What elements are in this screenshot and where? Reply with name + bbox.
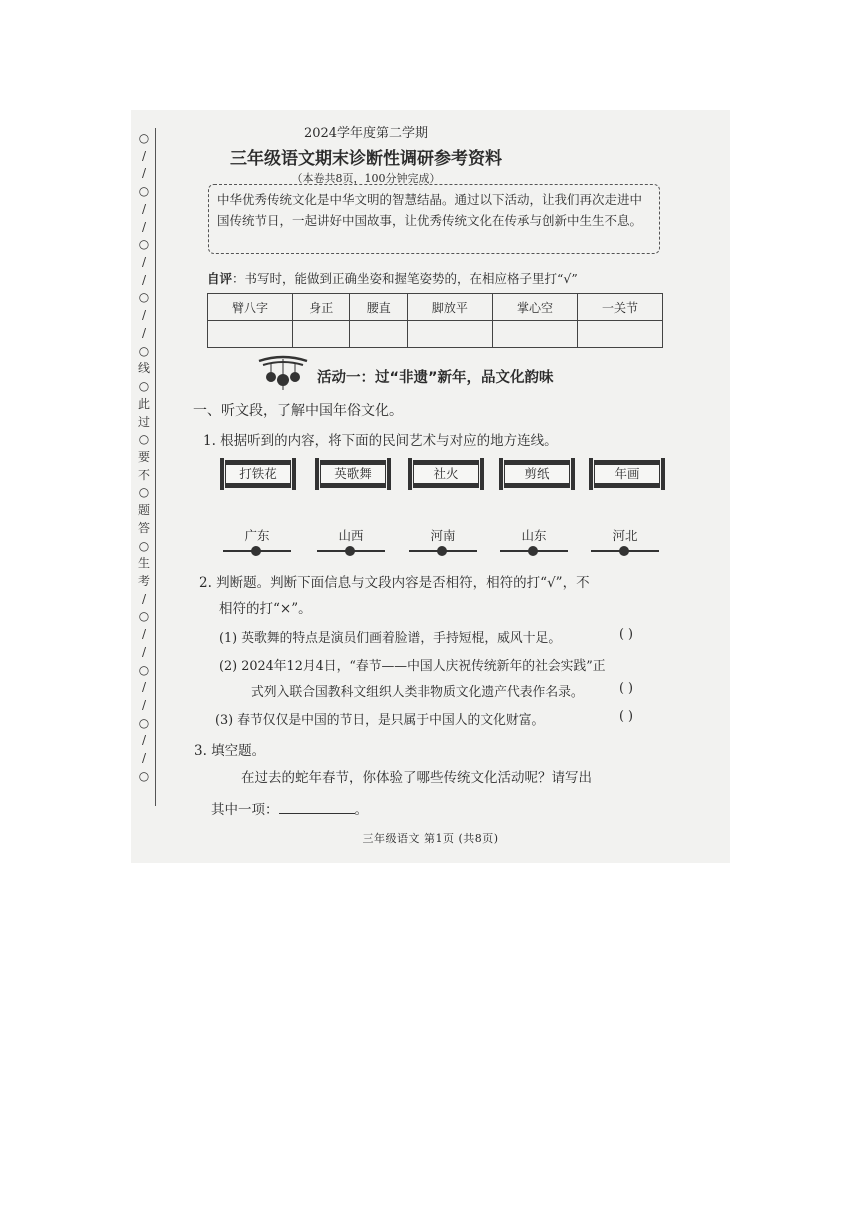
judge-item-1: (1) 英歌舞的特点是演员们画着脸谱，手持短棍，威风十足。 (219, 631, 562, 646)
eval-header: 臂八字 (208, 294, 293, 321)
binding-strip-char: / (141, 698, 147, 712)
binding-strip-char: / (141, 627, 147, 642)
activity-title: 活动一：过“非遗”新年，品文化韵味 (317, 370, 554, 386)
art-scroll[interactable]: 社火 (413, 460, 479, 488)
place-name: 广东 (244, 528, 270, 543)
self-eval-text: ：书写时，能做到正确坐姿和握笔姿势的，在相应格子里打“√” (232, 271, 578, 286)
page-title: 三年级语文期末诊断性调研参考资料 (230, 149, 502, 169)
art-scroll[interactable]: 剪纸 (504, 460, 570, 488)
binding-strip-char: / (141, 591, 147, 606)
place-label[interactable] (498, 526, 570, 556)
binding-strip-char: / (141, 148, 147, 163)
answer-paren[interactable]: ( ) (619, 709, 634, 724)
binding-strip-char: 生 (137, 556, 150, 571)
art-scroll[interactable]: 打铁花 (225, 460, 291, 488)
place-name: 河南 (430, 528, 456, 543)
judge-item-2: (2) 2024年12月4日，“春节——中国人庆祝传统新年的社会实践”正 (219, 659, 606, 674)
eval-cell[interactable] (208, 321, 293, 348)
binding-strip-char: ○ (138, 662, 150, 677)
lantern-icon (257, 353, 309, 391)
binding-strip-char: / (141, 680, 147, 695)
question-3: 3. 填空题。 (194, 743, 266, 759)
art-scroll[interactable]: 年画 (594, 460, 660, 488)
section-heading: 一、听文段，了解中国年俗文化。 (193, 403, 403, 419)
binding-strip-char: / (141, 644, 147, 659)
binding-strip-char: ○ (138, 768, 150, 783)
binding-strip-char: 不 (137, 467, 150, 482)
place-ornament (221, 546, 293, 556)
binding-strip-char: ○ (138, 715, 150, 730)
question-1: 1. 根据听到的内容，将下面的民间艺术与对应的地方连线。 (203, 433, 558, 449)
self-eval-line (207, 269, 578, 287)
binding-strip-char: 考 (137, 573, 150, 588)
binding-strip-char: / (141, 272, 147, 287)
place-label[interactable] (407, 526, 479, 556)
binding-strip-char: ○ (138, 184, 150, 199)
binding-strip-char: ○ (138, 343, 150, 358)
eval-cell[interactable] (350, 321, 407, 348)
place-name: 河北 (612, 528, 638, 543)
binding-strip-char: ○ (138, 131, 150, 145)
binding-strip-char: ○ (138, 290, 150, 305)
place-name: 山东 (521, 528, 547, 543)
place-label[interactable] (315, 526, 387, 556)
eval-header: 腰直 (350, 294, 407, 321)
eval-cell[interactable] (492, 321, 577, 348)
binding-strip-char: 线 (137, 361, 150, 376)
place-ornament (498, 546, 570, 556)
binding-strip-char: / (141, 308, 147, 323)
binding-strip-char: ○ (138, 237, 150, 252)
binding-strip-char: ○ (138, 609, 150, 624)
binding-strip-char: 题 (137, 503, 150, 518)
eval-header: 身正 (293, 294, 350, 321)
place-name: 山西 (338, 528, 364, 543)
intro-box: 中华优秀传统文化是中华文明的智慧结晶。通过以下活动，让我们再次走进中国传统节日，一起讲好中国故事，让优秀传统文化在传承与创新中生生不息。 (208, 184, 660, 254)
place-ornament (407, 546, 479, 556)
eval-header: 一关节 (577, 294, 662, 321)
question-3-text: 在过去的蛇年春节，你体验了哪些传统文化活动呢？请写出 (241, 770, 592, 786)
question-2-cont: 相符的打“×”。 (219, 601, 312, 617)
binding-strip (135, 132, 153, 782)
page-footer: 三年级语文 第1页 (共8页) (362, 832, 499, 845)
question-3-fill (211, 798, 368, 818)
place-ornament (589, 546, 661, 556)
binding-strip-char: / (141, 201, 147, 216)
eval-header: 掌心空 (492, 294, 577, 321)
eval-cell[interactable] (577, 321, 662, 348)
year-line: 2024学年度第二学期 (303, 126, 429, 141)
binding-strip-char: 此 (137, 396, 150, 411)
exam-page-photo (131, 110, 730, 863)
binding-strip-char: ○ (138, 538, 150, 553)
binding-strip-char: 答 (137, 520, 150, 535)
binding-strip-char: ○ (138, 379, 150, 394)
answer-paren[interactable]: ( ) (619, 627, 634, 642)
fill-end: 。 (354, 802, 368, 818)
binding-strip-char: 要 (137, 449, 150, 464)
binding-strip-char: 过 (137, 414, 150, 429)
eval-cell[interactable] (293, 321, 350, 348)
question-2: 2. 判断题。判断下面信息与文段内容是否相符，相符的打“√”，不 (199, 575, 590, 591)
binding-strip-char: / (141, 255, 147, 270)
binding-strip-char: / (141, 751, 147, 766)
place-ornament (315, 546, 387, 556)
place-label[interactable] (221, 526, 293, 556)
binding-strip-char: / (141, 733, 147, 748)
judge-item-2-cont: 式列入联合国教科文组织人类非物质文化遗产代表作名录。 (251, 685, 584, 700)
binding-strip-char: / (141, 219, 147, 234)
binding-line (155, 128, 156, 806)
judge-item-3: (3) 春节仅仅是中国的节日，是只属于中国人的文化财富。 (215, 713, 545, 728)
fill-prompt: 其中一项： (211, 802, 279, 818)
place-label[interactable] (589, 526, 661, 556)
eval-cell[interactable] (407, 321, 492, 348)
fill-blank[interactable] (279, 801, 355, 814)
binding-strip-char: / (141, 325, 147, 340)
eval-header: 脚放平 (407, 294, 492, 321)
exam-note: （本卷共8页，100分钟完成） (291, 172, 441, 185)
binding-strip-char: ○ (138, 485, 150, 500)
self-eval-label: 自评 (207, 271, 233, 286)
binding-strip-char: ○ (138, 432, 150, 447)
self-eval-table (207, 293, 663, 348)
binding-strip-char: / (141, 166, 147, 181)
art-scroll[interactable]: 英歌舞 (320, 460, 386, 488)
answer-paren[interactable]: ( ) (619, 681, 634, 696)
